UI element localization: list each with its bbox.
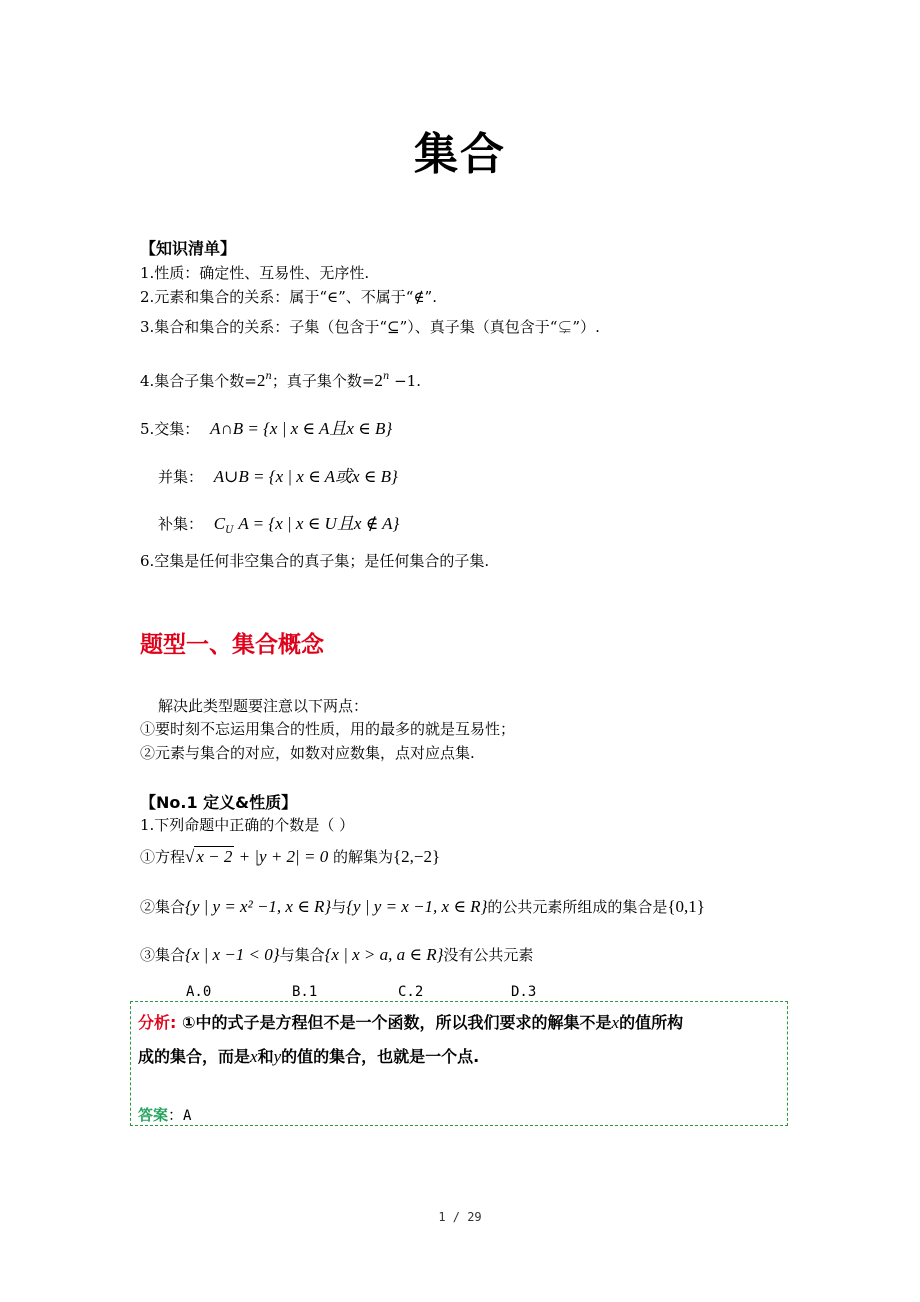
complement-formula: A = {x | x ∈ U且x ∉ A} bbox=[238, 514, 400, 533]
knowledge-item-3 bbox=[140, 316, 600, 337]
knowledge-item-2 bbox=[140, 286, 437, 307]
set-2: {y | y = x −1, x ∈ R} bbox=[346, 897, 488, 916]
var-y: y bbox=[273, 1047, 282, 1066]
knowledge-item-1: 1.性质：确定性、互易性、无序性. bbox=[140, 264, 370, 282]
set-2: {x | x > a, a ∈ R} bbox=[324, 945, 444, 964]
option-d: D.3 bbox=[511, 984, 537, 1000]
label: 补集： bbox=[158, 515, 204, 533]
knowledge-item-5-union bbox=[158, 462, 398, 487]
text: 4.集合子集个数= bbox=[140, 372, 257, 390]
text: ”、不属于“ bbox=[338, 288, 414, 306]
solution-set: {2,−2} bbox=[393, 847, 441, 866]
union-formula: A∪B = {x | x ∈ A或x ∈ B} bbox=[213, 467, 398, 486]
analysis-line-2 bbox=[138, 1044, 479, 1067]
option-c: C.2 bbox=[398, 984, 424, 1000]
base-2: 2 bbox=[374, 371, 383, 390]
exponent-n: n bbox=[265, 371, 272, 382]
text: 的值所构 bbox=[619, 1013, 684, 1032]
equation-rest: + |y + 2| = 0 bbox=[234, 847, 329, 866]
element-of-symbol: ∈ bbox=[326, 288, 339, 306]
intersection-formula: A∩B = {x | x ∈ A且x ∈ B} bbox=[210, 419, 393, 438]
text: ②集合 bbox=[140, 898, 186, 916]
sqrt-sign: √ bbox=[185, 847, 195, 866]
colon: ： bbox=[168, 1106, 184, 1124]
answer-line bbox=[138, 1104, 191, 1125]
label: 5.交集： bbox=[140, 420, 200, 438]
text: −1. bbox=[389, 372, 422, 390]
base-2: 2 bbox=[256, 371, 266, 390]
text: 2.元素和集合的关系：属于“ bbox=[140, 288, 327, 306]
text: ①中的式子是方程但不是一个函数，所以我们要求的解集不是 bbox=[181, 1013, 612, 1032]
analysis-label: 分析: bbox=[138, 1013, 177, 1032]
text: 3.集合和集合的关系：子集（包含于“ bbox=[140, 318, 387, 336]
var-x: x bbox=[250, 1047, 258, 1066]
statement-3 bbox=[140, 944, 533, 965]
text: ”）、真子集（真包含于“ bbox=[399, 318, 558, 336]
text: ”. bbox=[424, 288, 437, 306]
label: 并集： bbox=[158, 468, 204, 486]
complement-c: C bbox=[213, 514, 226, 533]
text: 和 bbox=[257, 1047, 274, 1066]
answer-label: 答案 bbox=[138, 1106, 169, 1124]
section-heading: 题型一、集合概念 bbox=[140, 632, 324, 658]
answer-value: A bbox=[183, 1108, 192, 1124]
text: ①方程 bbox=[140, 848, 186, 866]
section-intro: 解决此类型题要注意以下两点： bbox=[158, 697, 369, 715]
exponent-n: n bbox=[382, 371, 390, 382]
statement-2 bbox=[140, 896, 705, 917]
problem-heading: 【No.1 定义&性质】 bbox=[140, 793, 298, 812]
text: ；真子集个数= bbox=[271, 372, 375, 390]
knowledge-heading: 【知识清单】 bbox=[140, 239, 237, 258]
proper-subset-symbol: ⊊ bbox=[557, 318, 573, 336]
sqrt-radicand: x − 2 bbox=[196, 847, 233, 866]
option-b: B.1 bbox=[292, 984, 318, 1000]
analysis-line-1 bbox=[138, 1010, 683, 1033]
set-1: {y | y = x² −1, x ∈ R} bbox=[185, 897, 332, 916]
complement-u: U bbox=[225, 525, 234, 536]
page-number: 1 / 29 bbox=[438, 1210, 482, 1224]
text: ”）. bbox=[572, 318, 600, 336]
knowledge-item-5-intersection bbox=[140, 414, 392, 439]
text: 没有公共元素 bbox=[443, 946, 534, 964]
var-x: x bbox=[611, 1013, 620, 1032]
knowledge-item-6: 6.空集是任何非空集合的真子集；是任何集合的子集. bbox=[140, 552, 490, 570]
problem-question: 1.下列命题中正确的个数是（ ） bbox=[140, 816, 355, 834]
section-point-1: ①要时刻不忘运用集合的性质，用的最多的就是互易性； bbox=[140, 720, 516, 738]
set-3: {0,1} bbox=[667, 897, 705, 916]
statement-1 bbox=[140, 846, 440, 867]
text: 的值的集合，也就是一个点. bbox=[281, 1047, 480, 1066]
section-point-2: ②元素与集合的对应，如数对应数集，点对应点集. bbox=[140, 744, 475, 762]
text: 的公共元素所组成的集合是 bbox=[487, 898, 668, 916]
text: 成的集合，而是 bbox=[138, 1047, 251, 1066]
subset-symbol: ⊆ bbox=[386, 318, 400, 336]
page-title: 集合 bbox=[414, 129, 506, 180]
set-1: {x | x −1 < 0} bbox=[185, 945, 280, 964]
knowledge-item-4 bbox=[140, 370, 421, 391]
knowledge-item-5-complement bbox=[158, 509, 399, 536]
text: 与 bbox=[331, 898, 347, 916]
not-element-of-symbol: ∉ bbox=[413, 288, 425, 306]
text: ③集合 bbox=[140, 946, 186, 964]
text: 的解集为 bbox=[332, 848, 393, 866]
text: 与集合 bbox=[279, 946, 325, 964]
option-a: A.0 bbox=[186, 984, 212, 1000]
